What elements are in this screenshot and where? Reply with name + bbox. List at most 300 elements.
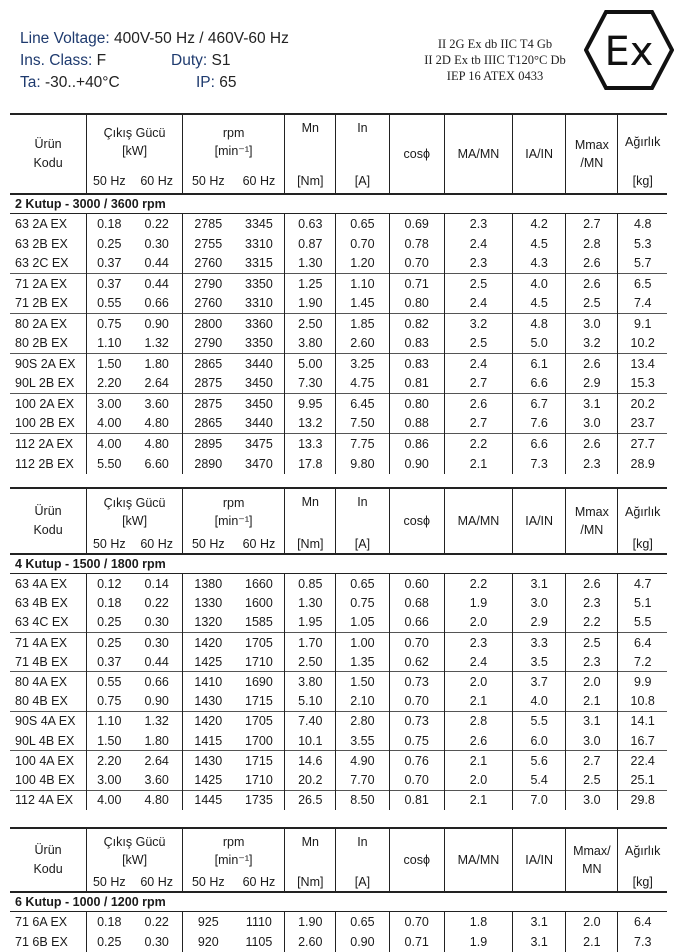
cell-weight: 27.7 [618,434,667,454]
cell-mn: 1.25 [285,274,336,294]
cell-mn: 20.2 [285,770,336,790]
header-output-unit: [kW] [122,143,148,158]
cell-output-50hz: 0.12 [87,574,132,594]
cell-ma-mn: 2.1 [444,454,512,474]
cell-in: 9.80 [336,454,389,474]
table-row [10,354,667,374]
cell-code: 63 4A EX [15,576,68,591]
header-code-label: Ürün Kodu [33,843,63,876]
cell-weight: 16.7 [618,731,667,751]
column-header-cos: cosϕ [389,828,444,892]
cell-rpm-50hz: 1425 [183,770,234,790]
column-header-ia-in: IA/IN [513,114,566,194]
cell-in: 4.75 [336,374,389,394]
cell-output-50hz: 0.25 [87,234,132,254]
ins-label: Ins. Class: [20,52,93,69]
column-header-mmax [566,488,618,554]
motor-spec-table [10,487,667,810]
column-header-in: In [336,828,389,872]
cell-in: 1.05 [336,613,389,633]
cell-output-50hz: 3.00 [87,770,132,790]
cell-mmax-mn: 2.3 [566,593,618,613]
cell-cos: 0.83 [389,354,444,374]
cell-output-50hz: 0.18 [87,593,132,613]
cell-mmax-mn: 2.5 [566,770,618,790]
cell-cos: 0.68 [389,593,444,613]
cell-code: 112 2A EX [10,434,87,454]
table-row [10,314,667,334]
cell-ia-in: 4.5 [513,294,566,314]
table-row [10,790,667,810]
cell-output-50hz: 0.75 [87,314,132,334]
cell-mn: 26.5 [285,790,336,810]
header-weight-unit: [kg] [618,534,667,554]
cell-ma-mn: 2.6 [444,394,512,414]
ta-label: Ta: [20,74,41,91]
cell-ia-in: 3.7 [513,672,566,692]
header-mn-unit: [Nm] [285,872,336,892]
cell-rpm-50hz: 2790 [183,334,234,354]
table-row [10,932,667,952]
header-rpm-label: rpm [222,125,245,140]
cell-mmax-mn: 2.3 [566,454,618,474]
header-in-unit: [A] [336,872,389,892]
cell-in: 2.80 [336,711,389,731]
cell-ia-in: 6.1 [513,354,566,374]
header-rpm-label: rpm [222,834,245,849]
cell-ia-in: 5.6 [513,751,566,771]
cell-rpm-60hz: 3470 [245,456,273,471]
cell-rpm-60hz: 1710 [245,654,273,669]
cell-in: 1.45 [336,294,389,314]
column-header-weight: Ağırlık [618,114,667,168]
cell-output-60hz: 0.30 [144,934,169,949]
cell-output-50hz: 0.25 [87,932,132,952]
cell-output-60hz: 0.14 [144,576,169,591]
header-rpm-50hz: 50 Hz [183,168,234,194]
cell-mn: 0.63 [285,214,336,234]
cell-rpm-60hz: 1715 [234,751,285,771]
cell-ma-mn: 2.2 [444,574,512,594]
header-rpm-50hz: 50 Hz [183,534,234,554]
cell-rpm-50hz: 2790 [183,274,234,294]
header-output-label: Çıkış Gücü [103,125,166,140]
cell-output-50hz: 1.10 [87,334,132,354]
column-header-mmax [566,828,618,892]
header-output-60hz: 60 Hz [140,173,174,188]
cell-output-50hz: 0.55 [87,294,132,314]
table-row [10,454,667,474]
table-row [10,613,667,633]
column-header-code [10,114,87,194]
cell-ma-mn: 2.0 [444,613,512,633]
cell-rpm-60hz: 1735 [234,790,285,810]
header-rpm-60hz: 60 Hz [242,173,276,188]
cell-in: 1.85 [336,314,389,334]
table-row [10,731,667,751]
cell-rpm-60hz: 1715 [245,694,273,709]
header-output-unit: [kW] [122,513,148,528]
ip-rating [196,74,237,92]
header-output-50hz: 50 Hz [87,168,132,194]
cell-ma-mn: 2.1 [444,751,512,771]
cell-code: 100 2B EX [15,416,75,431]
cell-mmax-mn: 3.1 [566,711,618,731]
cell-mn: 5.10 [285,692,336,712]
header-code-label: Ürün Kodu [33,504,63,537]
column-header-mmax [566,114,618,194]
table-row [10,711,667,731]
cell-weight: 4.8 [618,214,667,234]
table-header-row [10,488,667,514]
cell-code: 90S 2A EX [10,354,87,374]
cell-rpm-50hz: 2865 [183,414,234,434]
cell-in: 1.50 [336,672,389,692]
header-weight-unit: [kg] [618,872,667,892]
cell-weight: 25.1 [618,770,667,790]
group-title-row [10,194,667,214]
table-row [10,434,667,454]
cell-mn: 9.95 [285,394,336,414]
cell-in: 0.90 [336,932,389,952]
cell-output-50hz: 0.18 [87,912,132,932]
header-output-unit: [kW] [122,852,148,867]
cell-code: 71 2A EX [10,274,87,294]
cell-rpm-50hz: 920 [183,932,234,952]
cert-line-3: IEP 16 ATEX 0433 [446,69,544,83]
cell-mmax-mn: 2.0 [566,912,618,932]
cell-rpm-60hz: 1585 [245,615,273,630]
cell-output-60hz: 0.90 [144,694,169,709]
header-rpm-unit: [min⁻¹] [214,852,253,867]
cell-mn: 7.40 [285,711,336,731]
cell-output-60hz: 0.22 [144,216,169,231]
cell-weight: 20.2 [618,394,667,414]
group-title: 2 Kutup - 3000 / 3600 rpm [10,194,667,214]
table-row [10,751,667,771]
cell-mmax-mn: 2.5 [566,633,618,653]
cell-rpm-50hz: 1430 [183,692,234,712]
cell-in: 3.25 [336,354,389,374]
cell-mmax-mn: 2.6 [566,574,618,594]
header-output-50hz: 50 Hz [87,534,132,554]
cell-weight: 6.4 [618,633,667,653]
cell-in: 6.45 [336,394,389,414]
cell-code: 90S 4A EX [10,711,87,731]
cell-output-50hz: 0.55 [87,672,132,692]
cell-mmax-mn: 2.7 [566,214,618,234]
cell-in: 0.65 [336,214,389,234]
cell-ia-in: 4.0 [513,692,566,712]
cell-cos: 0.86 [389,434,444,454]
cell-rpm-50hz: 2800 [183,314,234,334]
cell-weight: 9.9 [618,672,667,692]
cell-cos: 0.66 [389,613,444,633]
cell-mn: 2.50 [285,652,336,672]
cell-mn: 1.90 [285,294,336,314]
header-output-50hz: 50 Hz [87,872,132,892]
table-row [10,254,667,274]
header-mmax-label: Mmax/ MN [573,844,611,876]
cell-output-60hz: 3.60 [144,772,169,787]
cell-rpm-50hz: 1420 [183,711,234,731]
cell-mmax-mn: 2.2 [566,613,618,633]
group-title: 4 Kutup - 1500 / 1800 rpm [10,554,667,574]
table-header-row [10,828,667,856]
column-header-ma-mn: MA/MN [444,114,512,194]
cell-rpm-60hz: 3440 [245,416,273,431]
cell-output-60hz: 3.60 [131,394,182,414]
cell-mmax-mn: 3.2 [566,334,618,354]
table-header-row [10,114,667,144]
cell-ia-in: 6.6 [513,374,566,394]
cell-mmax-mn: 3.0 [566,790,618,810]
cell-rpm-50hz: 2865 [183,354,234,374]
header-rpm-60hz: 60 Hz [242,536,276,551]
cell-mn: 1.30 [285,593,336,613]
cell-output-60hz: 0.22 [144,596,169,611]
cell-cos: 0.90 [389,454,444,474]
cell-in: 3.55 [336,731,389,751]
header-rpm-50hz: 50 Hz [183,872,234,892]
column-header-code [10,828,87,892]
cell-rpm-60hz: 3350 [245,336,273,351]
column-header-cos: cosϕ [389,488,444,554]
table-row [10,294,667,314]
cell-weight: 22.4 [618,751,667,771]
cell-weight: 5.3 [618,234,667,254]
cell-mn: 14.6 [285,751,336,771]
cell-ia-in: 3.3 [513,633,566,653]
column-header-rpm [183,488,285,534]
duty [171,52,230,70]
cell-ia-in: 7.6 [513,414,566,434]
cell-output-60hz: 1.80 [131,354,182,374]
cell-cos: 0.70 [389,692,444,712]
cell-ma-mn: 2.4 [444,234,512,254]
cell-weight: 10.8 [618,692,667,712]
cell-rpm-50hz: 1330 [183,593,234,613]
cell-output-50hz: 0.18 [87,214,132,234]
cell-weight: 5.5 [618,613,667,633]
cell-ia-in: 5.0 [513,334,566,354]
cell-rpm-60hz: 1705 [234,711,285,731]
cell-code: 63 4C EX [15,615,69,630]
cell-mmax-mn: 2.1 [566,932,618,952]
cell-ia-in: 3.0 [513,593,566,613]
cell-mmax-mn: 2.7 [566,751,618,771]
column-header-output [87,488,183,534]
cell-weight: 5.7 [618,254,667,274]
cell-ia-in: 5.4 [513,770,566,790]
cell-output-60hz: 1.32 [144,336,169,351]
table-row [10,912,667,932]
column-header-rpm [183,828,285,872]
cell-ia-in: 2.9 [513,613,566,633]
motor-spec-table [10,113,667,474]
cell-ia-in: 4.2 [513,214,566,234]
cell-rpm-60hz: 1110 [245,914,272,929]
table-row [10,394,667,414]
table-row [10,672,667,692]
table-row [10,692,667,712]
cell-rpm-60hz: 3475 [234,434,285,454]
cell-code: 71 4B EX [15,654,68,669]
cell-code: 71 4A EX [10,633,87,653]
cell-output-50hz: 4.00 [87,434,132,454]
cell-in: 0.65 [336,912,389,932]
cell-rpm-60hz: 3450 [234,394,285,414]
cell-mn: 7.30 [285,374,336,394]
cell-rpm-50hz: 2875 [183,394,234,414]
column-header-ia-in: IA/IN [513,828,566,892]
cell-output-60hz: 0.90 [131,314,182,334]
cell-output-60hz: 0.22 [144,914,169,929]
header-output-label: Çıkış Gücü [103,495,166,510]
cell-in: 7.50 [336,414,389,434]
cell-cos: 0.60 [389,574,444,594]
cell-rpm-50hz: 1410 [183,672,234,692]
column-header-code [10,488,87,554]
cell-rpm-50hz: 1320 [183,613,234,633]
cell-output-50hz: 1.50 [87,731,132,751]
header-code-label: Ürün Kodu [33,137,63,170]
header-rpm-label: rpm [222,495,245,510]
cell-output-60hz: 0.44 [144,256,169,271]
cell-ia-in: 4.0 [513,274,566,294]
cell-mmax-mn: 3.0 [566,731,618,751]
cell-weight: 4.7 [618,574,667,594]
cell-ia-in: 7.3 [513,454,566,474]
ins-class [20,52,106,70]
column-header-weight: Ağırlık [618,488,667,534]
ex-hexagon-logo [584,8,674,92]
cell-output-50hz: 4.00 [87,414,132,434]
cell-mn: 0.87 [285,234,336,254]
cell-cos: 0.78 [389,234,444,254]
cell-output-60hz: 0.30 [131,633,182,653]
cell-cos: 0.83 [389,334,444,354]
cell-ma-mn: 1.9 [444,593,512,613]
cell-rpm-50hz: 2760 [183,254,234,274]
cell-in: 0.70 [336,234,389,254]
cell-rpm-50hz: 2755 [183,234,234,254]
cell-rpm-50hz: 2890 [183,454,234,474]
duty-label: Duty: [171,52,208,69]
cell-cos: 0.88 [389,414,444,434]
cell-weight: 9.1 [618,314,667,334]
ex-logo-text: Ex [604,29,654,75]
column-header-mn: Mn [285,114,336,168]
cell-mn: 3.80 [285,672,336,692]
cell-rpm-60hz: 3360 [234,314,285,334]
cell-weight: 13.4 [618,354,667,374]
group-title-row [10,892,667,912]
table-row [10,770,667,790]
cell-code: 63 2A EX [15,216,68,231]
cell-ma-mn: 2.5 [444,274,512,294]
cell-cos: 0.70 [389,770,444,790]
table-row [10,334,667,354]
table-row [10,593,667,613]
cell-mn: 13.3 [285,434,336,454]
cell-code: 80 2A EX [10,314,87,334]
cell-mn: 3.80 [285,334,336,354]
cell-weight: 14.1 [618,711,667,731]
column-header-ia-in: IA/IN [513,488,566,554]
cell-output-50hz: 2.20 [87,751,132,771]
cell-rpm-50hz: 2875 [183,374,234,394]
cell-cos: 0.71 [389,932,444,952]
cell-ma-mn: 2.7 [444,374,512,394]
cell-ma-mn: 2.8 [444,711,512,731]
column-header-output [87,828,183,872]
cell-output-60hz: 0.44 [144,654,169,669]
cell-mmax-mn: 2.6 [566,274,618,294]
cell-code: 90L 2B EX [15,376,75,391]
header-rpm-unit: [min⁻¹] [214,513,253,528]
motor-spec-table [10,827,667,952]
cell-in: 7.75 [336,434,389,454]
cell-ma-mn: 2.3 [444,254,512,274]
cell-output-50hz: 1.10 [87,711,132,731]
cell-rpm-60hz: 3310 [245,236,273,251]
cell-code: 100 4B EX [15,772,75,787]
duty-value: S1 [211,52,231,69]
cell-output-50hz: 0.25 [87,633,132,653]
cell-ia-in: 4.3 [513,254,566,274]
cell-code: 63 2C EX [15,256,69,271]
cell-ma-mn: 2.3 [444,633,512,653]
cert-line-1: II 2G Ex db IIC T4 Gb [437,37,553,51]
cell-code: 63 2B EX [15,236,68,251]
ins-value: F [96,52,107,69]
header-mmax-label: Mmax /MN [574,505,609,537]
column-header-weight: Ağırlık [618,828,667,872]
cell-mmax-mn: 2.6 [566,354,618,374]
cell-rpm-60hz: 3440 [234,354,285,374]
cell-ia-in: 3.1 [513,574,566,594]
cell-code: 80 4B EX [15,694,68,709]
cell-mmax-mn: 3.0 [566,414,618,434]
voltage-label: Line Voltage: [20,30,110,47]
cell-output-50hz: 2.20 [87,374,132,394]
cell-mn: 2.50 [285,314,336,334]
header-mmax-label: Mmax /MN [574,138,609,170]
cell-rpm-50hz: 1415 [183,731,234,751]
table-row [10,214,667,234]
cell-rpm-60hz: 3350 [234,274,285,294]
cell-cos: 0.73 [389,672,444,692]
cell-ma-mn: 2.0 [444,672,512,692]
cell-ma-mn: 1.9 [444,932,512,952]
cell-code: 63 4B EX [15,596,68,611]
cell-rpm-60hz: 1705 [234,633,285,653]
cell-mmax-mn: 2.5 [566,294,618,314]
atex-certification [395,36,595,84]
table-row [10,234,667,254]
cell-cos: 0.70 [389,633,444,653]
cell-rpm-60hz: 1660 [245,576,273,591]
cell-weight: 7.3 [618,932,667,952]
cell-output-60hz: 2.64 [144,376,169,391]
table-row [10,633,667,653]
voltage-value: 400V-50 Hz / 460V-60 Hz [113,30,289,47]
cell-output-50hz: 3.00 [87,394,132,414]
cell-output-60hz: 6.60 [144,456,169,471]
cell-in: 0.75 [336,593,389,613]
cell-output-60hz: 0.44 [131,274,182,294]
